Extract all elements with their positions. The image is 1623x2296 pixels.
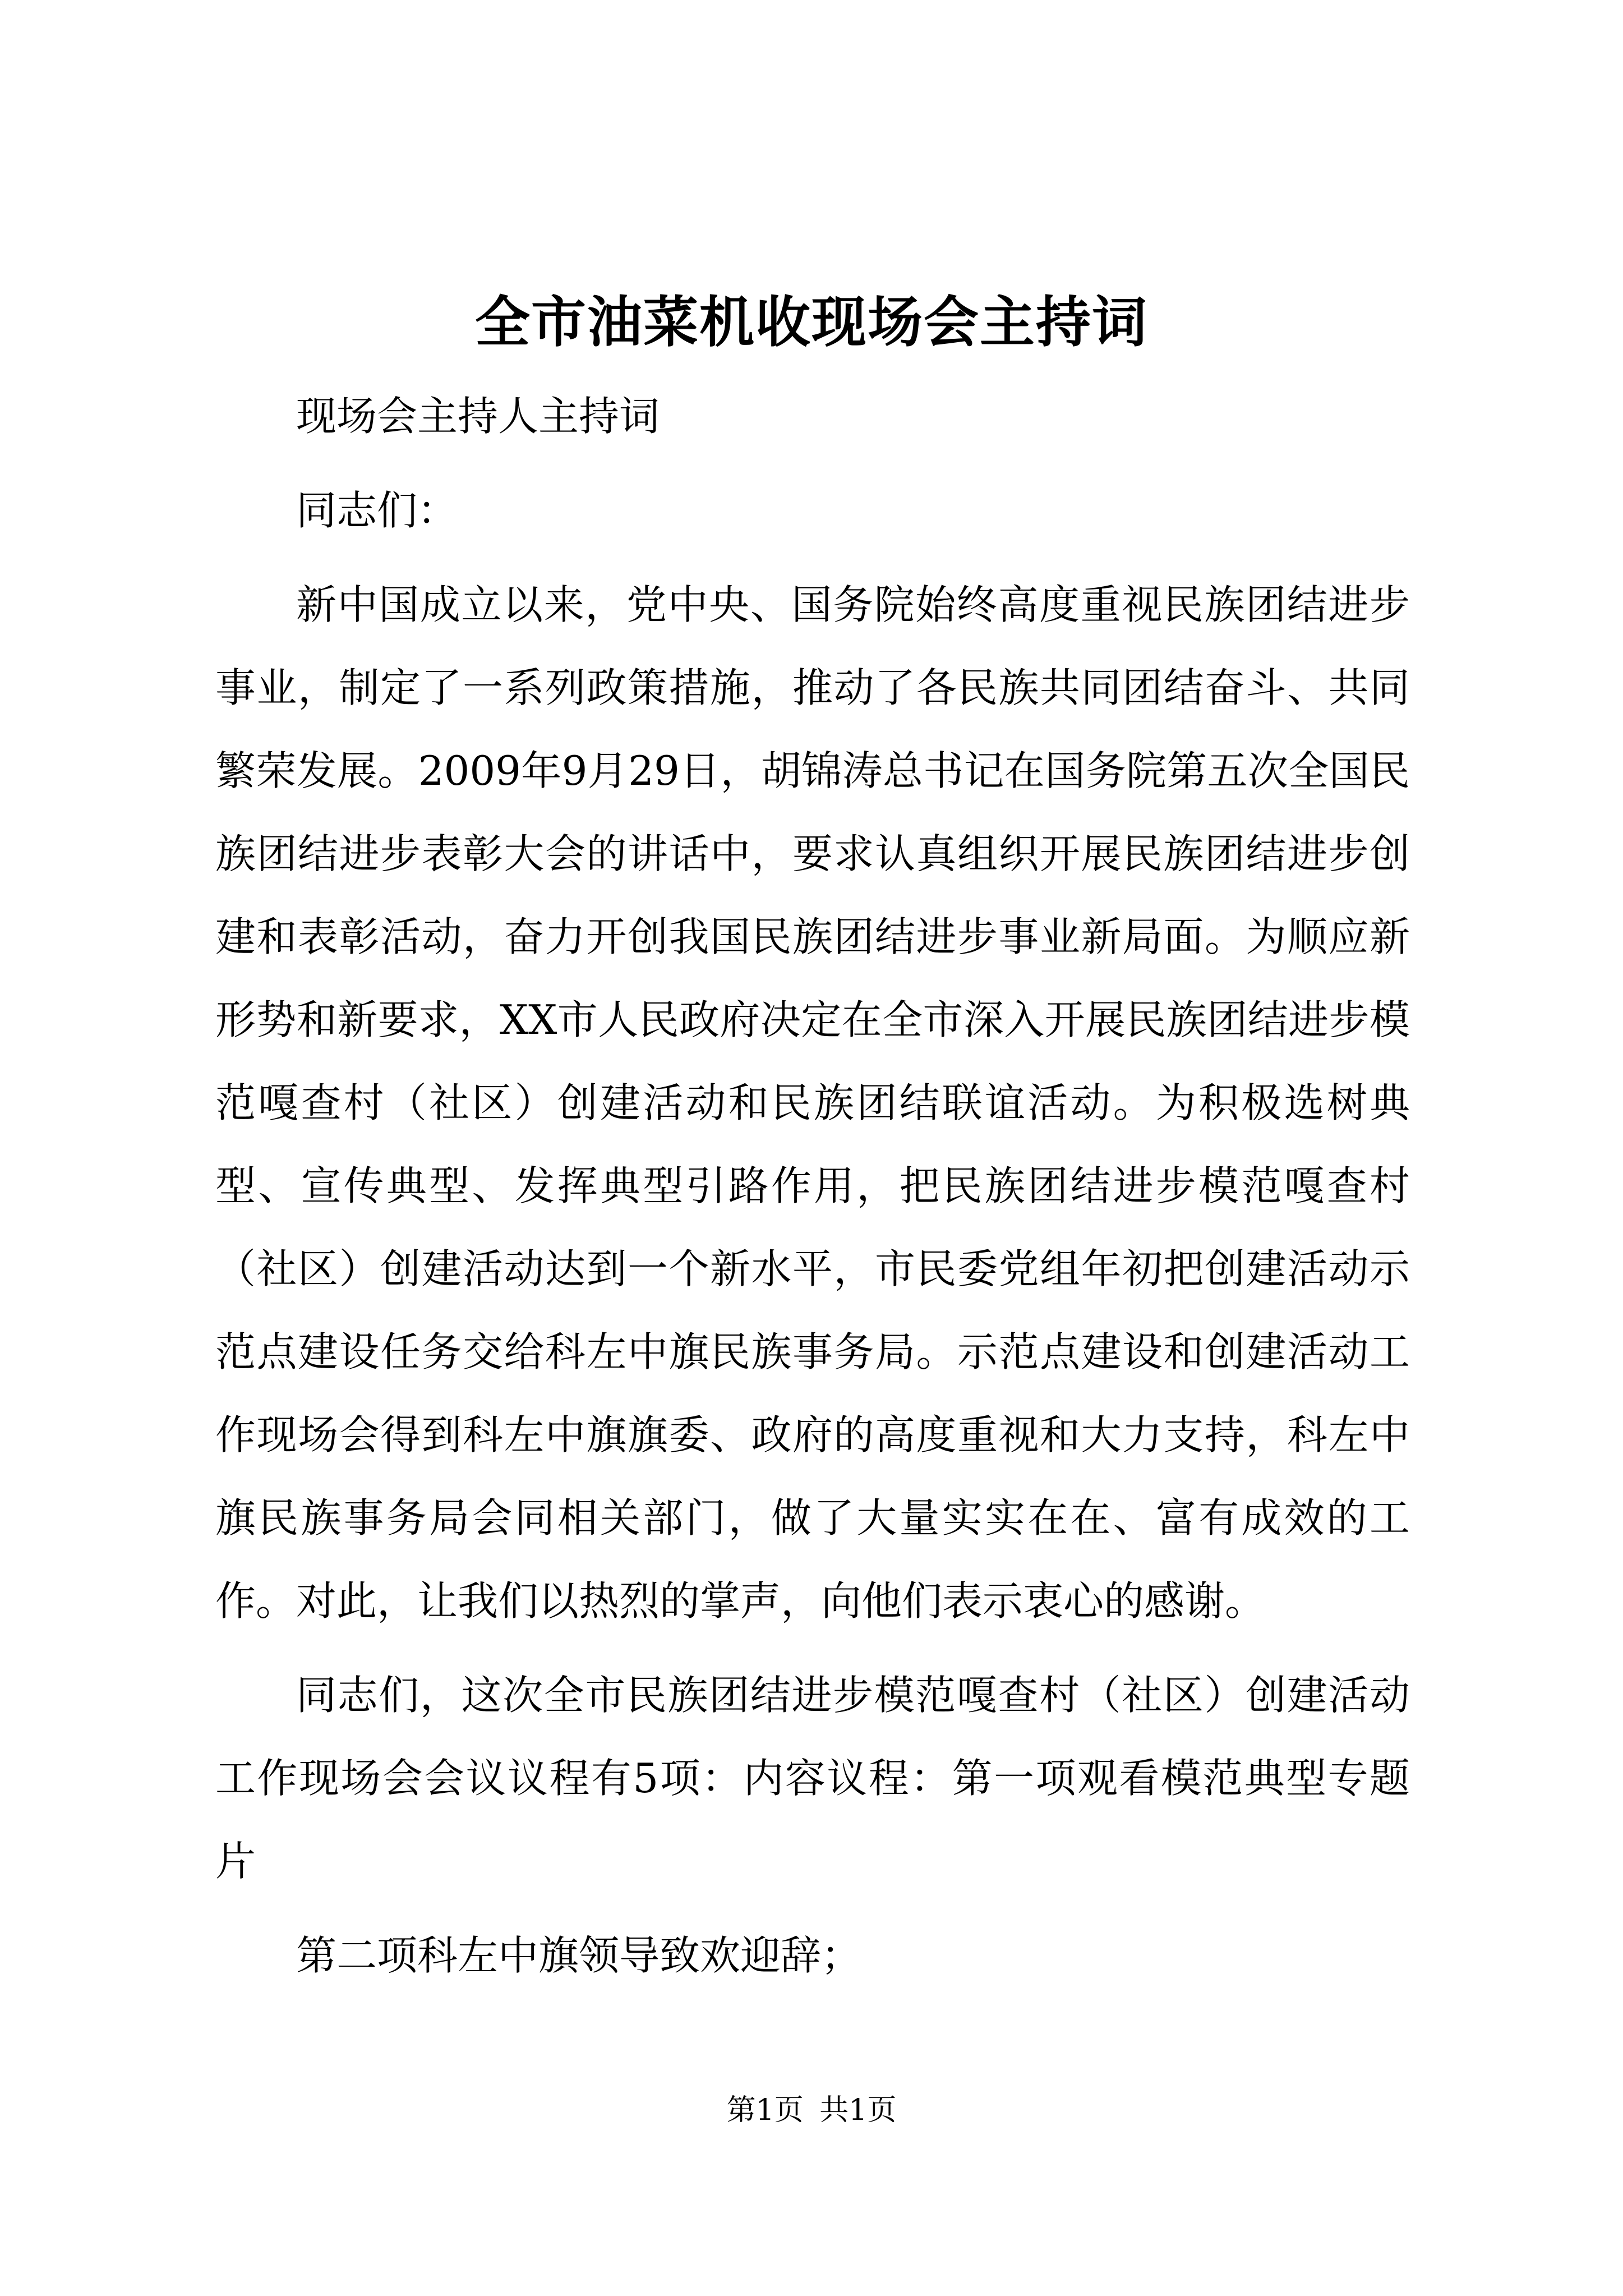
- page-number: 第1页: [726, 2093, 804, 2127]
- paragraph-agenda-item-2: 第二项科左中旗领导致欢迎辞；: [296, 1932, 862, 1979]
- paragraph-main: 新中国成立以来，党中央、国务院始终高度重视民族团结进步事业，制定了一系列政策措施，推动了各民族共同团结奋斗、共同繁荣发展。2009年9月29日，胡锦涛总书记在国务院第五次全国民族团结进步表彰大会的讲话中，要求认真组织开展民族团结进步创建和表彰活动，奋力开创我国民族团结进步事业新局面。为顺应新形势和新要求，XX市人民政府决定在全市深入开展民族团结进步模范嘎查村（社区）创建活动和民族团结联谊活动。为积极选树典型、宣传典型、发挥典型引路作用，把民族团结进步模范嘎查村（社区）创建活动达到一个新水平，市民委党组年初把创建活动示范点建设任务交给科左中旗民族事务局。示范点建设和创建活动工作现场会得到科左中旗旗委、政府的高度重视和大力支持，科左中旗民族事务局会同相关部门，做了大量实实在在、富有成效的工作。对此，让我们以热烈的掌声，向他们表示衷心的感谢。: [215, 581, 1410, 1625]
- document-body: [215, 375, 1410, 2008]
- paragraph-subtitle: 现场会主持人主持词: [296, 393, 660, 440]
- page-footer: [0, 2088, 1623, 2133]
- paragraph-agenda: 同志们，这次全市民族团结进步模范嘎查村（社区）创建活动工作现场会会议议程有5项：内容议程：第一项观看模范典型专题片: [215, 1672, 1410, 1885]
- paragraph-salutation: 同志们：: [296, 487, 458, 534]
- page-total: 共1页: [819, 2093, 897, 2127]
- document-title: 全市油菜机收现场会主持词: [474, 290, 1148, 355]
